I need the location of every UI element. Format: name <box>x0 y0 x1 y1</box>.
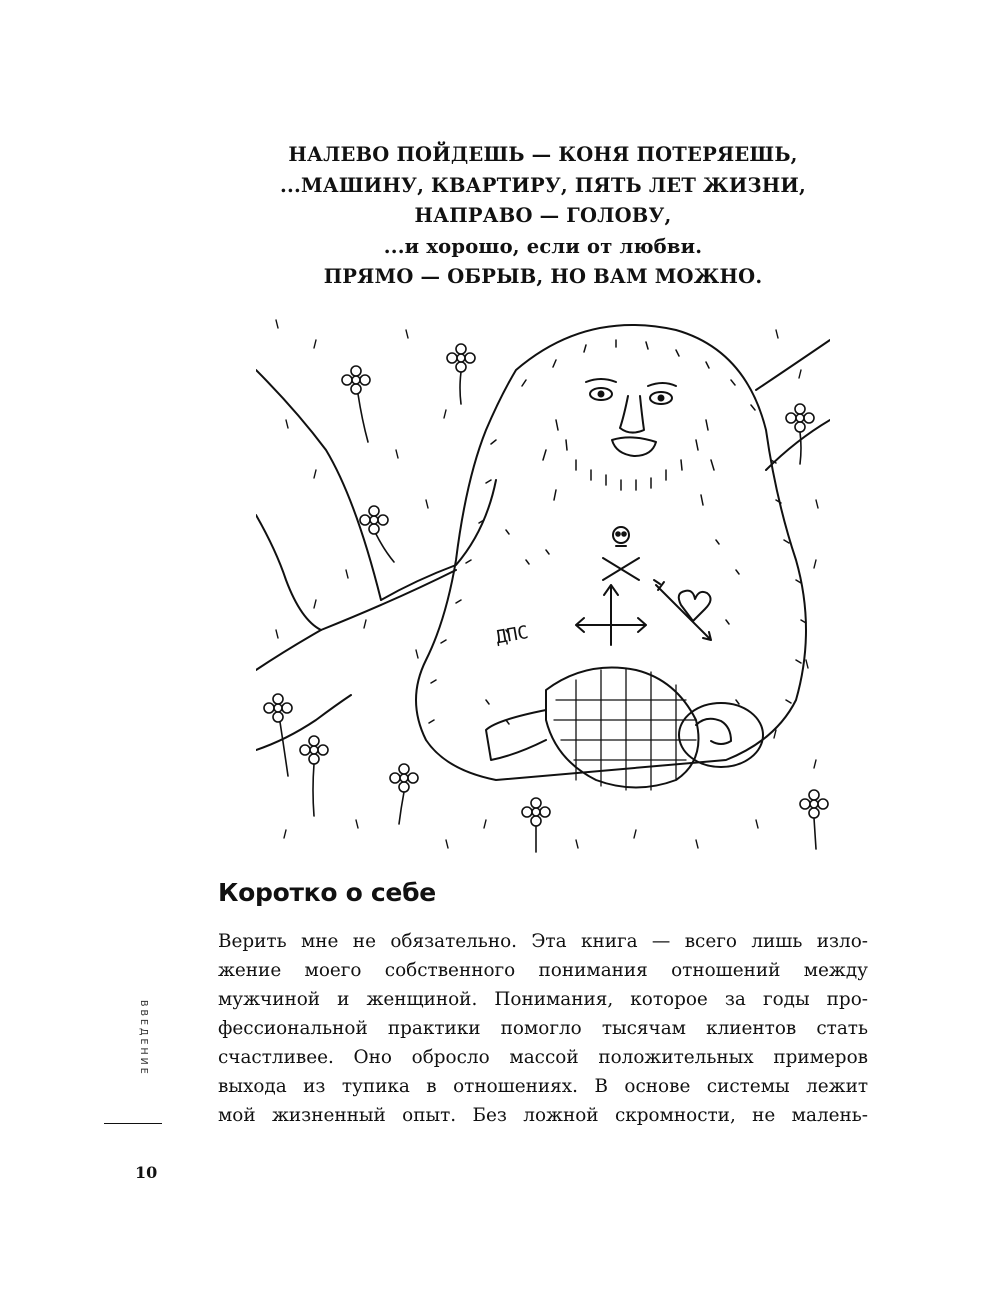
skull-crossbones-sign <box>603 527 639 580</box>
side-rule <box>104 1123 162 1124</box>
road-edge <box>256 370 381 600</box>
heart-arrow-sign <box>654 580 711 640</box>
epigraph <box>218 140 868 293</box>
stone-face <box>586 379 676 456</box>
road-edge <box>756 340 830 390</box>
epigraph-line: НАЛЕВО ПОЙДЕШЬ — КОНЯ ПОТЕРЯЕШЬ, <box>288 143 798 166</box>
stone-inscription: ДПС <box>494 621 531 649</box>
chapter-label: ВВЕДЕНИЕ <box>138 1000 149 1077</box>
epigraph-line: ...и хорошо, если от любви. <box>383 234 703 258</box>
stone-illustration <box>256 300 830 857</box>
epigraph-line: НАПРАВО — ГОЛОВУ, <box>414 204 672 227</box>
section-title: Коротко о себе <box>218 878 436 907</box>
road-edge <box>256 570 456 670</box>
arrows-sign <box>576 585 646 645</box>
body-line: фессиональной практики помогло тысячам клиентов стать <box>218 1018 868 1039</box>
body-line: счастливее. Оно обросло массой положительных примеров <box>218 1047 868 1068</box>
body-paragraph <box>218 927 868 1130</box>
body-line: мужчиной и женщиной. Понимания, которое за годы про- <box>218 989 868 1010</box>
body-line: выхода из тупика в отношениях. В основе системы лежит <box>218 1076 868 1097</box>
grass-strokes <box>276 320 818 848</box>
page-number: 10 <box>135 1163 158 1182</box>
plaid-figure <box>486 668 763 791</box>
body-line: Верить мне не обязательно. Эта книга — всего лишь изло- <box>218 931 868 952</box>
road-edge <box>381 480 496 600</box>
body-line: жение моего собственного понимания отношений между <box>218 960 868 981</box>
epigraph-line: ПРЯМО — ОБРЫВ, НО ВАМ МОЖНО. <box>323 265 763 288</box>
epigraph-line: ...МАШИНУ, КВАРТИРУ, ПЯТЬ ЛЕТ ЖИЗНИ, <box>280 173 806 197</box>
body-line: мой жизненный опыт. Без ложной скромности, не малень- <box>218 1105 868 1126</box>
road-edge <box>256 515 321 630</box>
